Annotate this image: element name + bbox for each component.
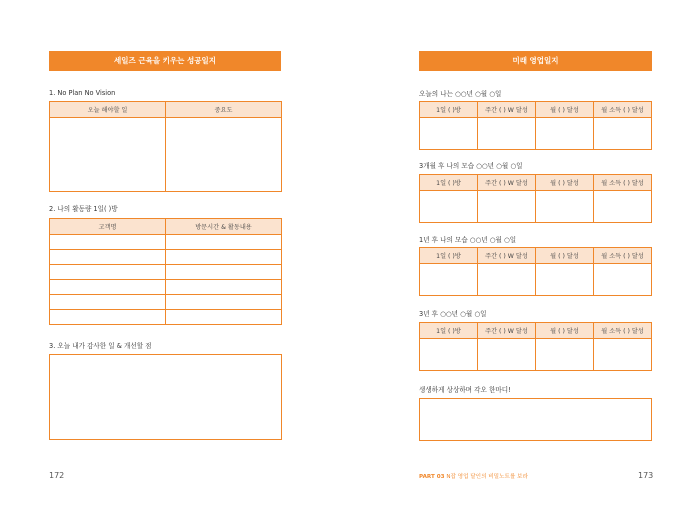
footer-text: N잡 영업 달인의 비밀노트를 보라 — [446, 474, 528, 480]
footer-running-title — [419, 472, 528, 480]
table-cell[interactable] — [50, 235, 166, 250]
table-cell[interactable] — [594, 339, 652, 371]
footer-part: PART 03 — [419, 474, 445, 480]
table-cell[interactable] — [536, 264, 594, 296]
col-header-income: 월 소득 ( ) 달성 — [594, 175, 652, 191]
priority-cell[interactable] — [166, 118, 282, 192]
col-header-daily: 1일 ( )방 — [420, 102, 478, 118]
section-3-label: 3. 오늘 내가 감사한 일 & 개선할 점 — [49, 342, 152, 350]
section-1-label: 1. No Plan No Vision — [49, 89, 116, 97]
table-cell[interactable] — [420, 118, 478, 150]
col-header-monthly: 월 ( ) 달성 — [536, 323, 594, 339]
table-row — [50, 265, 282, 280]
future-section-label: 1년 후 나의 모습 ○○년 ○월 ○일 — [419, 236, 517, 244]
activity-table — [49, 218, 282, 325]
col-header-customer: 고객명 — [50, 219, 166, 235]
col-header-daily: 1일 ( )방 — [420, 175, 478, 191]
section-2-label: 2. 나의 활동량 1일( )방 — [49, 205, 118, 213]
table-cell[interactable] — [166, 280, 282, 295]
col-header-income: 월 소득 ( ) 달성 — [594, 323, 652, 339]
col-header-weekly: 주간 ( ) W 달성 — [478, 102, 536, 118]
col-header-monthly: 월 ( ) 달성 — [536, 102, 594, 118]
col-header-weekly: 주간 ( ) W 달성 — [478, 175, 536, 191]
table-cell[interactable] — [536, 339, 594, 371]
future-section-label: 오늘의 나는 ○○년 ○월 ○일 — [419, 90, 502, 98]
table-cell[interactable] — [594, 264, 652, 296]
table-cell[interactable] — [420, 191, 478, 223]
right-banner: 미래 영업일지 — [419, 51, 652, 71]
table-cell[interactable] — [166, 250, 282, 265]
col-header-income: 월 소득 ( ) 달성 — [594, 248, 652, 264]
table-cell[interactable] — [50, 310, 166, 325]
todo-cell[interactable] — [50, 118, 166, 192]
page-number-right: 173 — [638, 471, 654, 480]
table-cell[interactable] — [50, 250, 166, 265]
table-cell[interactable] — [50, 280, 166, 295]
future-section-label: 3개월 후 나의 모습 ○○년 ○월 ○일 — [419, 162, 523, 170]
table-cell[interactable] — [478, 191, 536, 223]
closing-label: 생생하게 상상하며 각오 한마디! — [419, 386, 511, 394]
future-section-label: 3년 후 ○○년 ○월 ○일 — [419, 310, 487, 318]
future-table — [419, 247, 652, 296]
table-cell[interactable] — [166, 295, 282, 310]
table-cell[interactable] — [478, 264, 536, 296]
col-header-daily: 1일 ( )방 — [420, 323, 478, 339]
table-row — [50, 295, 282, 310]
table-cell[interactable] — [536, 191, 594, 223]
table-cell[interactable] — [420, 264, 478, 296]
right-page — [350, 0, 700, 515]
col-header-priority: 중요도 — [166, 102, 282, 118]
table-row — [50, 310, 282, 325]
col-header-todo: 오늘 해야할 일 — [50, 102, 166, 118]
table-cell[interactable] — [166, 235, 282, 250]
gratitude-box[interactable] — [49, 354, 282, 440]
future-table — [419, 174, 652, 223]
table-row — [50, 280, 282, 295]
col-header-monthly: 월 ( ) 달성 — [536, 175, 594, 191]
table-cell[interactable] — [420, 339, 478, 371]
table-row — [50, 250, 282, 265]
col-header-weekly: 주간 ( ) W 달성 — [478, 323, 536, 339]
table-cell[interactable] — [594, 191, 652, 223]
table-cell[interactable] — [50, 265, 166, 280]
plan-table — [49, 101, 282, 192]
col-header-daily: 1일 ( )방 — [420, 248, 478, 264]
left-banner: 세일즈 근육을 키우는 성공일지 — [49, 51, 281, 71]
col-header-income: 월 소득 ( ) 달성 — [594, 102, 652, 118]
table-row — [50, 235, 282, 250]
table-cell[interactable] — [50, 295, 166, 310]
col-header-monthly: 월 ( ) 달성 — [536, 248, 594, 264]
future-table — [419, 322, 652, 371]
table-cell[interactable] — [594, 118, 652, 150]
future-table — [419, 101, 652, 150]
page-number-left: 172 — [49, 471, 65, 480]
table-cell[interactable] — [536, 118, 594, 150]
table-cell[interactable] — [166, 310, 282, 325]
resolution-box[interactable] — [419, 398, 652, 441]
col-header-visit: 방문시간 & 활동내용 — [166, 219, 282, 235]
table-cell[interactable] — [478, 118, 536, 150]
table-cell[interactable] — [166, 265, 282, 280]
col-header-weekly: 주간 ( ) W 달성 — [478, 248, 536, 264]
table-cell[interactable] — [478, 339, 536, 371]
